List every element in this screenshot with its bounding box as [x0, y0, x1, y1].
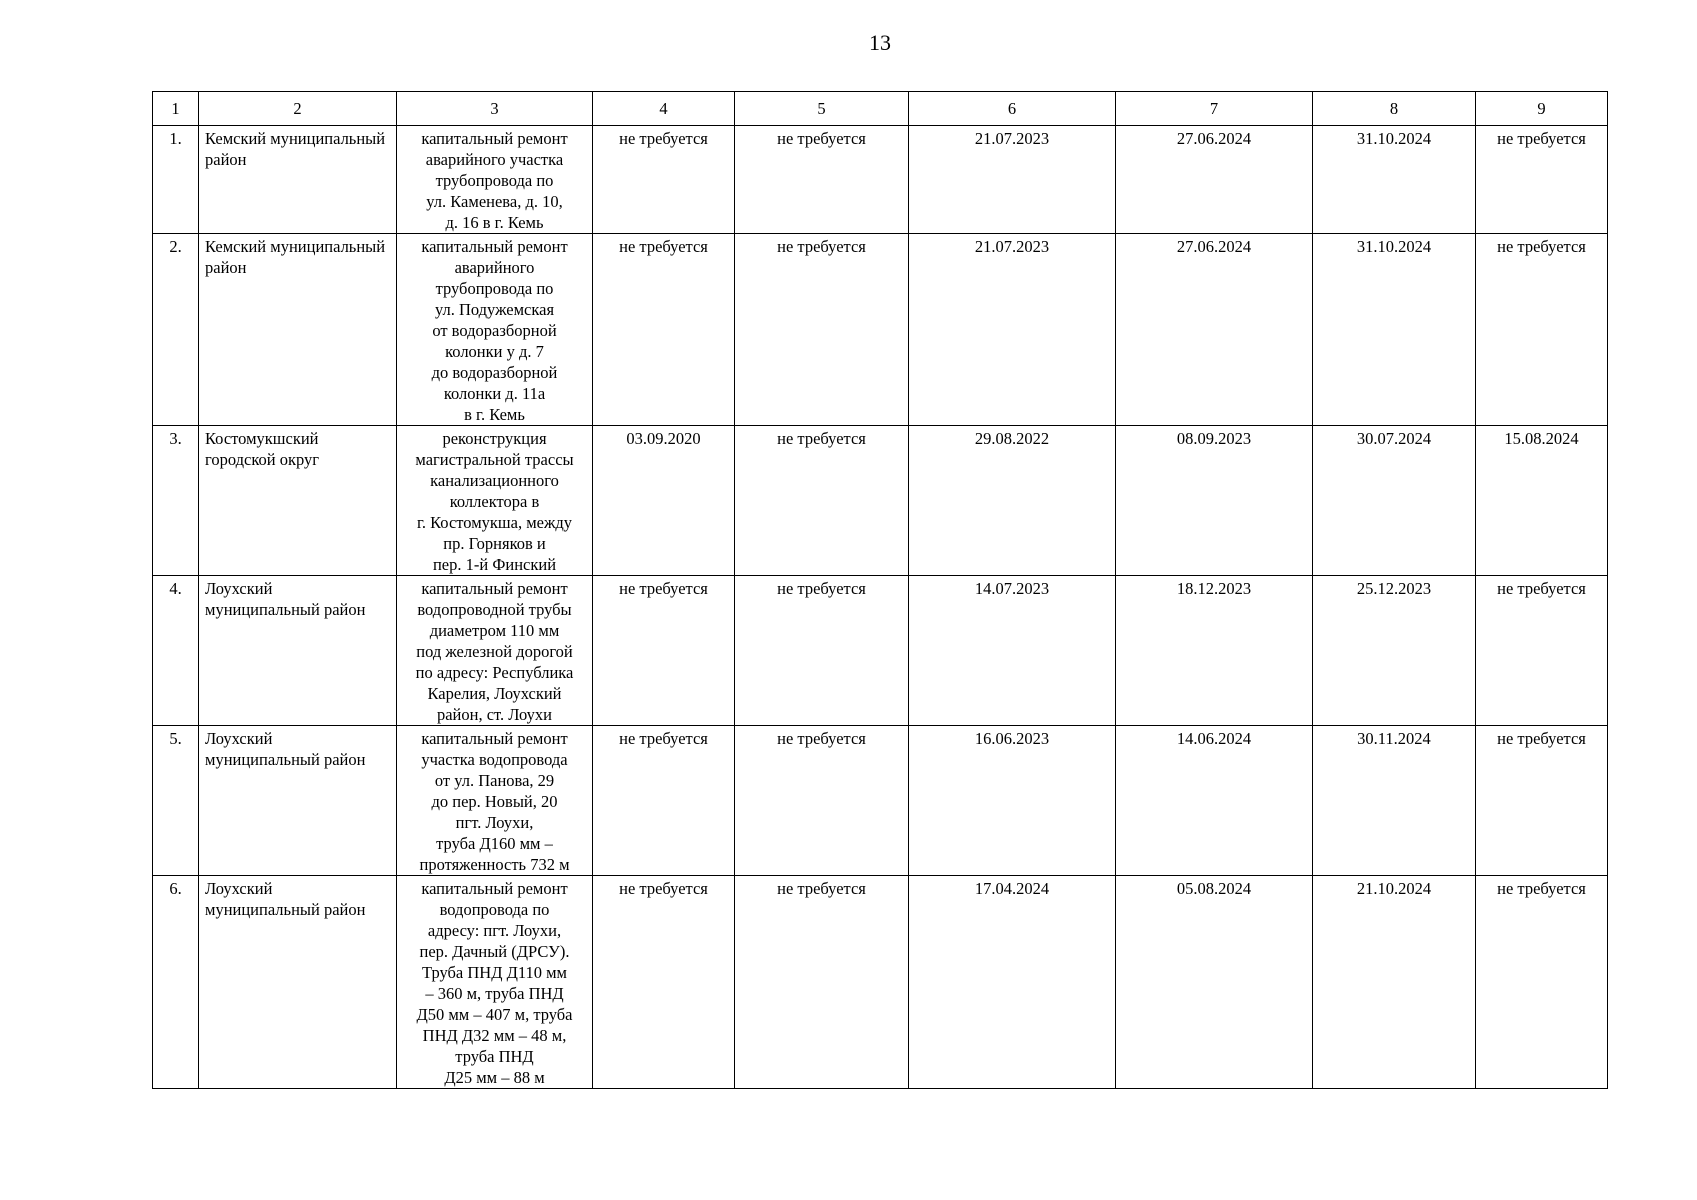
- table-cell: 17.04.2024: [909, 876, 1116, 1089]
- table-row: [153, 126, 1608, 234]
- table-cell: 21.07.2023: [909, 234, 1116, 426]
- page-number: 13: [869, 30, 891, 55]
- table-row: [153, 426, 1608, 576]
- table-cell: не требуется: [735, 426, 909, 576]
- district-cell: Лоухский муниципальный район: [199, 726, 397, 876]
- table-cell: не требуется: [1476, 576, 1608, 726]
- table-row: [153, 576, 1608, 726]
- table-cell: не требуется: [593, 234, 735, 426]
- district-cell: Кемский муниципальный район: [199, 234, 397, 426]
- table-cell: 08.09.2023: [1116, 426, 1313, 576]
- table-cell: не требуется: [1476, 126, 1608, 234]
- column-header: 3: [397, 92, 593, 126]
- table-header-row: [153, 92, 1608, 126]
- table-cell: не требуется: [593, 726, 735, 876]
- table-cell: не требуется: [593, 576, 735, 726]
- table-cell: не требуется: [735, 726, 909, 876]
- table-cell: 31.10.2024: [1313, 126, 1476, 234]
- description-cell: капитальный ремонт водопроводной трубы диаметром 110 мм под железной дорогой по адресу: Республика Карелия, Лоухский район, ст. Лоухи: [397, 576, 593, 726]
- table-cell: 05.08.2024: [1116, 876, 1313, 1089]
- table-row: [153, 234, 1608, 426]
- column-header: 4: [593, 92, 735, 126]
- row-number: 1.: [153, 126, 199, 234]
- row-number: 4.: [153, 576, 199, 726]
- description-cell: реконструкция магистральной трассы канализационного коллектора в г. Костомукша, между пр. Горняков и пер. 1-й Финский: [397, 426, 593, 576]
- column-header: 8: [1313, 92, 1476, 126]
- row-number: 2.: [153, 234, 199, 426]
- table-cell: 29.08.2022: [909, 426, 1116, 576]
- table-cell: 03.09.2020: [593, 426, 735, 576]
- table-cell: 25.12.2023: [1313, 576, 1476, 726]
- column-header: 9: [1476, 92, 1608, 126]
- district-cell: Кемский муниципальный район: [199, 126, 397, 234]
- row-number: 3.: [153, 426, 199, 576]
- table-cell: не требуется: [735, 576, 909, 726]
- table-cell: 14.07.2023: [909, 576, 1116, 726]
- table-cell: 30.07.2024: [1313, 426, 1476, 576]
- table-cell: 18.12.2023: [1116, 576, 1313, 726]
- table-cell: не требуется: [735, 126, 909, 234]
- table-cell: 15.08.2024: [1476, 426, 1608, 576]
- table-row: [153, 726, 1608, 876]
- table-cell: не требуется: [735, 876, 909, 1089]
- table-cell: 16.06.2023: [909, 726, 1116, 876]
- table-cell: 27.06.2024: [1116, 234, 1313, 426]
- column-header: 7: [1116, 92, 1313, 126]
- table-cell: 31.10.2024: [1313, 234, 1476, 426]
- description-cell: капитальный ремонт аварийного трубопровода по ул. Подужемская от водоразборной колонки у д. 7 до водоразборной колонки д. 11а в г. Кемь: [397, 234, 593, 426]
- column-header: 2: [199, 92, 397, 126]
- table-cell: не требуется: [1476, 234, 1608, 426]
- description-cell: капитальный ремонт аварийного участка трубопровода по ул. Каменева, д. 10, д. 16 в г. Кемь: [397, 126, 593, 234]
- district-cell: Лоухский муниципальный район: [199, 576, 397, 726]
- district-cell: Костомукшский городской округ: [199, 426, 397, 576]
- table-cell: не требуется: [1476, 876, 1608, 1089]
- row-number: 6.: [153, 876, 199, 1089]
- table-cell: 14.06.2024: [1116, 726, 1313, 876]
- table-cell: 27.06.2024: [1116, 126, 1313, 234]
- table-cell: 21.10.2024: [1313, 876, 1476, 1089]
- table-cell: 30.11.2024: [1313, 726, 1476, 876]
- table-cell: не требуется: [593, 876, 735, 1089]
- district-cell: Лоухский муниципальный район: [199, 876, 397, 1089]
- data-table: [152, 91, 1608, 1089]
- row-number: 5.: [153, 726, 199, 876]
- table-cell: не требуется: [735, 234, 909, 426]
- description-cell: капитальный ремонт водопровода по адресу: пгт. Лоухи, пер. Дачный (ДРСУ). Труба ПНД Д110 мм – 360 м, труба ПНД Д50 мм – 407 м, труба ПНД Д32 мм – 48 м, труба ПНД Д25 мм – 88 м: [397, 876, 593, 1089]
- column-header: 1: [153, 92, 199, 126]
- table-cell: не требуется: [593, 126, 735, 234]
- table-cell: не требуется: [1476, 726, 1608, 876]
- column-header: 5: [735, 92, 909, 126]
- column-header: 6: [909, 92, 1116, 126]
- description-cell: капитальный ремонт участка водопровода от ул. Панова, 29 до пер. Новый, 20 пгт. Лоухи, труба Д160 мм – протяженность 732 м: [397, 726, 593, 876]
- table-cell: 21.07.2023: [909, 126, 1116, 234]
- table-row: [153, 876, 1608, 1089]
